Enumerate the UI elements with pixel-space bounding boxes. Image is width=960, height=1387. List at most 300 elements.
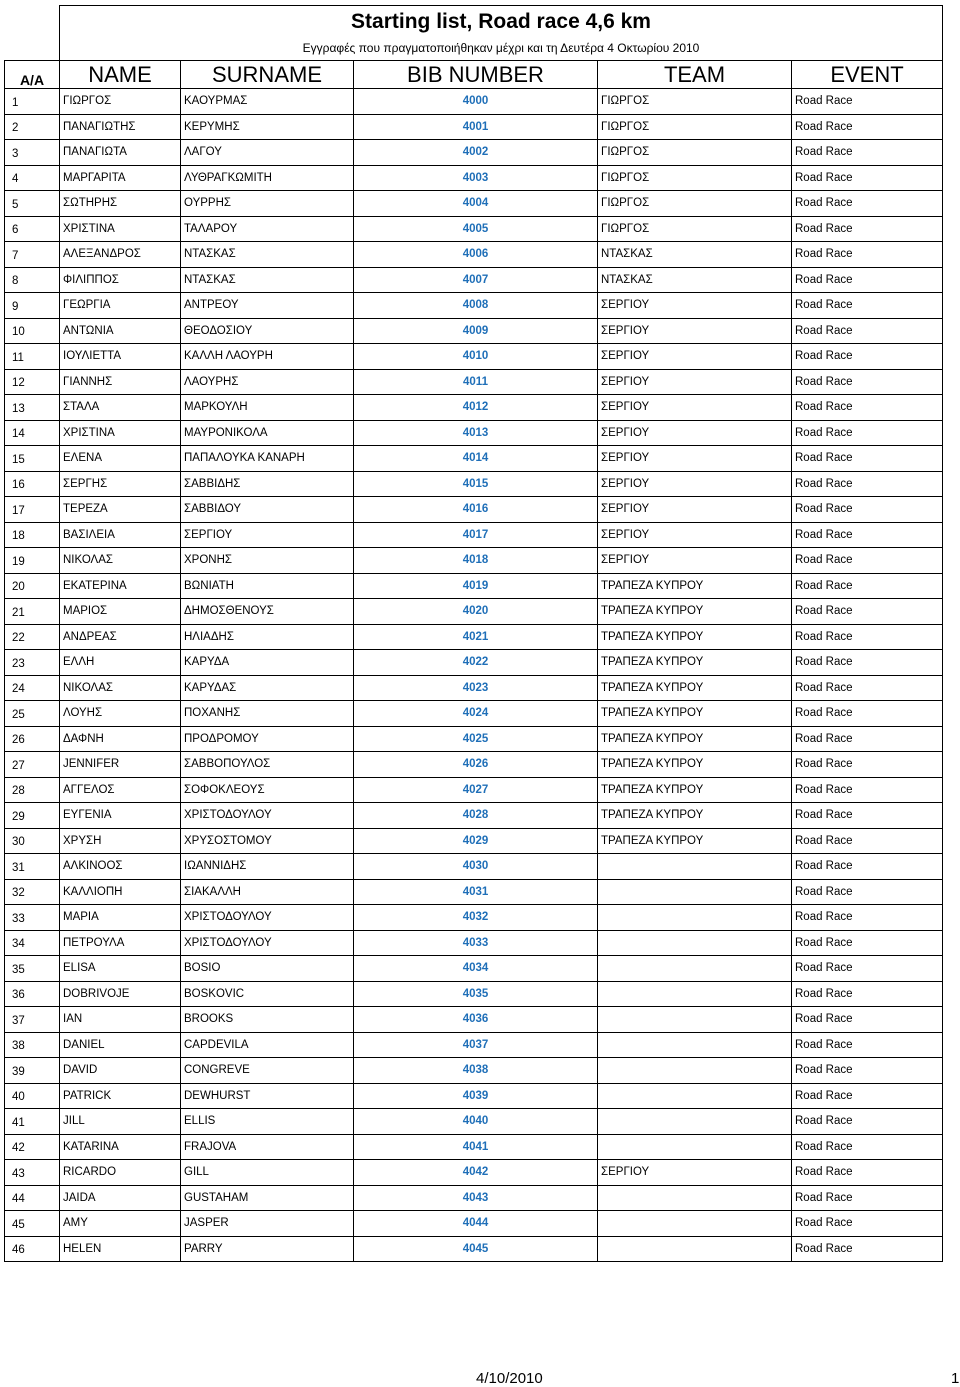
row-surname: BOSIO	[181, 956, 354, 982]
row-team	[598, 1058, 792, 1084]
row-name: ΧΡΥΣΗ	[60, 828, 181, 854]
row-number-label: 33	[12, 912, 25, 925]
row-name: DOBRIVOJE	[60, 981, 181, 1007]
row-number-label: 23	[12, 657, 25, 670]
row-number-label: 28	[12, 785, 25, 798]
row-number	[5, 1083, 60, 1109]
row-name: ΚΑΛΛΙΟΠΗ	[60, 879, 181, 905]
row-surname: ELLIS	[181, 1109, 354, 1135]
row-bib-number: 4042	[354, 1160, 598, 1186]
row-team: ΤΡΑΠΕΖΑ ΚΥΠΡΟΥ	[598, 828, 792, 854]
row-surname: ΝΤΑΣΚΑΣ	[181, 242, 354, 268]
page-subtitle: Εγγραφές που πραγματοποιήθηκαν μέχρι και τη Δευτέρα 4 Οκτωρίου 2010	[60, 36, 943, 61]
row-number	[5, 879, 60, 905]
row-number-label: 34	[12, 938, 25, 951]
row-event: Road Race	[792, 165, 943, 191]
row-number	[5, 752, 60, 778]
row-team: ΓΙΩΡΓΟΣ	[598, 165, 792, 191]
row-name: ΑΓΓΕΛΟΣ	[60, 777, 181, 803]
row-surname: ΣΟΦΟΚΛΕΟΥΣ	[181, 777, 354, 803]
row-event: Road Race	[792, 981, 943, 1007]
row-name: ΓΙΩΡΓΟΣ	[60, 89, 181, 115]
blank-corner	[5, 6, 60, 37]
table-row	[5, 1058, 943, 1084]
row-surname: JASPER	[181, 1211, 354, 1237]
row-number	[5, 981, 60, 1007]
row-event: Road Race	[792, 216, 943, 242]
row-bib-number: 4036	[354, 1007, 598, 1033]
row-name: AMY	[60, 1211, 181, 1237]
row-number-label: 19	[12, 555, 25, 568]
table-row	[5, 854, 943, 880]
table-row	[5, 293, 943, 319]
row-number	[5, 1160, 60, 1186]
row-number	[5, 191, 60, 217]
row-team: ΓΙΩΡΓΟΣ	[598, 140, 792, 166]
row-event: Road Race	[792, 1134, 943, 1160]
row-event: Road Race	[792, 344, 943, 370]
row-team	[598, 956, 792, 982]
row-name: ΒΑΣΙΛΕΙΑ	[60, 522, 181, 548]
table-row	[5, 777, 943, 803]
row-bib-number: 4005	[354, 216, 598, 242]
table-row	[5, 956, 943, 982]
row-surname: ΙΩΑΝΝΙΔΗΣ	[181, 854, 354, 880]
row-surname: ΜΑΥΡΟΝΙΚΟΛΑ	[181, 420, 354, 446]
table-row	[5, 1160, 943, 1186]
table-row	[5, 930, 943, 956]
row-bib-number: 4019	[354, 573, 598, 599]
row-number	[5, 1058, 60, 1084]
row-number-label: 6	[12, 224, 19, 237]
row-number-label: 26	[12, 734, 25, 747]
row-name: ELISA	[60, 956, 181, 982]
row-team: ΤΡΑΠΕΖΑ ΚΥΠΡΟΥ	[598, 675, 792, 701]
table-row	[5, 726, 943, 752]
row-name: KATARINA	[60, 1134, 181, 1160]
row-bib-number: 4017	[354, 522, 598, 548]
row-team	[598, 1083, 792, 1109]
row-surname: BROOKS	[181, 1007, 354, 1033]
row-bib-number: 4023	[354, 675, 598, 701]
row-number-label: 21	[12, 606, 25, 619]
table-row	[5, 1007, 943, 1033]
row-team: ΣΕΡΓΙΟΥ	[598, 420, 792, 446]
row-bib-number: 4007	[354, 267, 598, 293]
row-name: ΑΝΤΩΝΙΑ	[60, 318, 181, 344]
footer-date: 4/10/2010	[476, 1370, 543, 1387]
row-number-label: 2	[12, 122, 19, 135]
row-event: Road Race	[792, 1007, 943, 1033]
row-team	[598, 981, 792, 1007]
row-number	[5, 318, 60, 344]
table-row	[5, 318, 943, 344]
row-number	[5, 293, 60, 319]
table-row	[5, 1032, 943, 1058]
row-name: ΔΑΦΝΗ	[60, 726, 181, 752]
row-bib-number: 4020	[354, 599, 598, 625]
row-number	[5, 1185, 60, 1211]
row-name: ΦΙΛΙΠΠΟΣ	[60, 267, 181, 293]
row-number-label: 24	[12, 683, 25, 696]
row-bib-number: 4037	[354, 1032, 598, 1058]
row-number-label: 15	[12, 453, 25, 466]
row-name: ΕΛΛΗ	[60, 650, 181, 676]
row-number-label: 20	[12, 581, 25, 594]
title-row	[5, 6, 943, 37]
footer-page-number: 1	[951, 1370, 960, 1387]
row-bib-number: 4026	[354, 752, 598, 778]
row-surname: ΛΑΟΥΡΗΣ	[181, 369, 354, 395]
table-row	[5, 471, 943, 497]
row-name: ΣΩΤΗΡΗΣ	[60, 191, 181, 217]
row-surname: ΣΑΒΒΙΔΗΣ	[181, 471, 354, 497]
row-number-label: 4	[12, 173, 19, 186]
row-name: HELEN	[60, 1236, 181, 1262]
row-team	[598, 1236, 792, 1262]
row-team: ΣΕΡΓΙΟΥ	[598, 318, 792, 344]
row-event: Road Race	[792, 803, 943, 829]
row-event: Road Race	[792, 599, 943, 625]
row-team: ΝΤΑΣΚΑΣ	[598, 242, 792, 268]
table-row	[5, 497, 943, 523]
starting-list-sheet	[4, 5, 942, 1262]
table-row	[5, 267, 943, 293]
row-team	[598, 1007, 792, 1033]
row-bib-number: 4043	[354, 1185, 598, 1211]
row-surname: ΚΑΡΥΔΑΣ	[181, 675, 354, 701]
row-number	[5, 548, 60, 574]
table-row	[5, 624, 943, 650]
column-header-surname: SURNAME	[181, 61, 354, 89]
row-surname: ΧΡΙΣΤΟΔΟΥΛΟΥ	[181, 803, 354, 829]
row-surname: ΛΑΓΟΥ	[181, 140, 354, 166]
row-number	[5, 1211, 60, 1237]
row-event: Road Race	[792, 1185, 943, 1211]
row-number	[5, 1236, 60, 1262]
row-bib-number: 4013	[354, 420, 598, 446]
row-team: ΤΡΑΠΕΖΑ ΚΥΠΡΟΥ	[598, 624, 792, 650]
row-surname: GILL	[181, 1160, 354, 1186]
row-event: Road Race	[792, 140, 943, 166]
row-team: ΣΕΡΓΙΟΥ	[598, 369, 792, 395]
row-bib-number: 4006	[354, 242, 598, 268]
row-surname: CONGREVE	[181, 1058, 354, 1084]
row-bib-number: 4016	[354, 497, 598, 523]
row-number-label: 44	[12, 1193, 25, 1206]
row-bib-number: 4045	[354, 1236, 598, 1262]
page-title: Starting list, Road race 4,6 km	[351, 10, 651, 33]
table-body	[5, 6, 943, 1262]
row-event: Road Race	[792, 446, 943, 472]
row-number-label: 40	[12, 1091, 25, 1104]
subtitle-row	[5, 36, 943, 61]
row-bib-number: 4031	[354, 879, 598, 905]
row-number-label: 3	[12, 147, 19, 160]
row-event: Road Race	[792, 89, 943, 115]
table-row	[5, 981, 943, 1007]
title-cell	[60, 6, 943, 37]
row-event: Road Race	[792, 905, 943, 931]
row-bib-number: 4044	[354, 1211, 598, 1237]
row-event: Road Race	[792, 854, 943, 880]
row-surname: ΚΕΡΥΜΗΣ	[181, 114, 354, 140]
row-team: ΣΕΡΓΙΟΥ	[598, 344, 792, 370]
row-bib-number: 4034	[354, 956, 598, 982]
row-bib-number: 4028	[354, 803, 598, 829]
row-event: Road Race	[792, 293, 943, 319]
table-row	[5, 420, 943, 446]
row-number-label: 37	[12, 1014, 25, 1027]
row-event: Road Race	[792, 1211, 943, 1237]
table-row	[5, 165, 943, 191]
row-number	[5, 165, 60, 191]
row-name: ΜΑΡΓΑΡΙΤΑ	[60, 165, 181, 191]
row-team: ΣΕΡΓΙΟΥ	[598, 446, 792, 472]
row-surname: ΠΑΠΑΛΟΥΚΑ ΚΑΝΑΡΗ	[181, 446, 354, 472]
table-row	[5, 1236, 943, 1262]
row-event: Road Race	[792, 548, 943, 574]
table-row	[5, 395, 943, 421]
row-name: ΤΕΡΕΖΑ	[60, 497, 181, 523]
table-row	[5, 905, 943, 931]
row-name: DANIEL	[60, 1032, 181, 1058]
row-surname: ΚΑΟΥΡΜΑΣ	[181, 89, 354, 115]
row-number	[5, 522, 60, 548]
row-team: ΣΕΡΓΙΟΥ	[598, 497, 792, 523]
row-name: JENNIFER	[60, 752, 181, 778]
row-name: ΓΙΑΝΝΗΣ	[60, 369, 181, 395]
row-team	[598, 1109, 792, 1135]
row-number	[5, 140, 60, 166]
row-name: ΧΡΙΣΤΙΝΑ	[60, 216, 181, 242]
row-team: ΣΕΡΓΙΟΥ	[598, 522, 792, 548]
row-bib-number: 4022	[354, 650, 598, 676]
row-name: IAN	[60, 1007, 181, 1033]
table-row	[5, 446, 943, 472]
row-event: Road Race	[792, 956, 943, 982]
column-header-event: EVENT	[792, 61, 943, 89]
column-header-bib-number: BIB NUMBER	[354, 61, 598, 89]
row-event: Road Race	[792, 191, 943, 217]
row-surname: ΣΙΑΚΑΛΛΗ	[181, 879, 354, 905]
row-number-label: 8	[12, 275, 19, 288]
row-event: Road Race	[792, 471, 943, 497]
row-team	[598, 1032, 792, 1058]
row-team: ΓΙΩΡΓΟΣ	[598, 114, 792, 140]
row-number	[5, 1134, 60, 1160]
row-bib-number: 4000	[354, 89, 598, 115]
row-event: Road Race	[792, 369, 943, 395]
row-number-label: 29	[12, 810, 25, 823]
row-number	[5, 599, 60, 625]
row-name: ΜΑΡΙΑ	[60, 905, 181, 931]
row-team: ΤΡΑΠΕΖΑ ΚΥΠΡΟΥ	[598, 803, 792, 829]
row-surname: ΗΛΙΑΔΗΣ	[181, 624, 354, 650]
table-row	[5, 879, 943, 905]
row-bib-number: 4029	[354, 828, 598, 854]
row-number-label: 12	[12, 377, 25, 390]
row-bib-number: 4008	[354, 293, 598, 319]
row-surname: ΧΡΟΝΗΣ	[181, 548, 354, 574]
row-surname: ΔΗΜΟΣΘΕΝΟΥΣ	[181, 599, 354, 625]
row-event: Road Race	[792, 726, 943, 752]
row-number	[5, 1109, 60, 1135]
row-number	[5, 1007, 60, 1033]
row-name: ΑΛΕΞΑΝΔΡΟΣ	[60, 242, 181, 268]
row-event: Road Race	[792, 650, 943, 676]
row-number-label: 32	[12, 887, 25, 900]
row-event: Road Race	[792, 675, 943, 701]
row-bib-number: 4024	[354, 701, 598, 727]
row-number-label: 7	[12, 249, 19, 262]
row-number-label: 30	[12, 836, 25, 849]
row-team	[598, 854, 792, 880]
row-bib-number: 4021	[354, 624, 598, 650]
row-name: RICARDO	[60, 1160, 181, 1186]
table-row	[5, 242, 943, 268]
row-number	[5, 267, 60, 293]
row-surname: FRAJOVA	[181, 1134, 354, 1160]
row-team: ΤΡΑΠΕΖΑ ΚΥΠΡΟΥ	[598, 777, 792, 803]
row-number	[5, 650, 60, 676]
row-team: ΣΕΡΓΙΟΥ	[598, 548, 792, 574]
row-number-label: 35	[12, 963, 25, 976]
column-header-name: NAME	[60, 61, 181, 89]
row-surname: ΤΑΛΑΡΟΥ	[181, 216, 354, 242]
row-bib-number: 4025	[354, 726, 598, 752]
row-event: Road Race	[792, 752, 943, 778]
row-number	[5, 930, 60, 956]
row-name: ΜΑΡΙΟΣ	[60, 599, 181, 625]
row-number	[5, 395, 60, 421]
row-number-label: 39	[12, 1065, 25, 1078]
row-event: Road Race	[792, 114, 943, 140]
column-header-team: TEAM	[598, 61, 792, 89]
row-number-label: 31	[12, 861, 25, 874]
row-event: Road Race	[792, 879, 943, 905]
row-number	[5, 89, 60, 115]
row-event: Road Race	[792, 395, 943, 421]
row-surname: BOSKOVIC	[181, 981, 354, 1007]
row-number-label: 16	[12, 479, 25, 492]
row-name: JILL	[60, 1109, 181, 1135]
row-number-label: 14	[12, 428, 25, 441]
table-row	[5, 599, 943, 625]
row-team: ΣΕΡΓΙΟΥ	[598, 471, 792, 497]
row-number	[5, 216, 60, 242]
row-number	[5, 420, 60, 446]
row-bib-number: 4035	[354, 981, 598, 1007]
row-number	[5, 803, 60, 829]
row-number	[5, 1032, 60, 1058]
row-number	[5, 956, 60, 982]
row-number	[5, 726, 60, 752]
table-row	[5, 344, 943, 370]
row-bib-number: 4003	[354, 165, 598, 191]
row-name: DAVID	[60, 1058, 181, 1084]
row-event: Road Race	[792, 1236, 943, 1262]
table-row	[5, 573, 943, 599]
row-number	[5, 624, 60, 650]
row-name: ΙΟΥΛΙΕΤΤΑ	[60, 344, 181, 370]
row-event: Road Race	[792, 420, 943, 446]
table-row	[5, 140, 943, 166]
row-surname: ΣΑΒΒΙΔΟΥ	[181, 497, 354, 523]
row-number-label: 25	[12, 708, 25, 721]
row-name: ΛΟΥΗΣ	[60, 701, 181, 727]
row-bib-number: 4009	[354, 318, 598, 344]
row-bib-number: 4038	[354, 1058, 598, 1084]
row-team: ΤΡΑΠΕΖΑ ΚΥΠΡΟΥ	[598, 726, 792, 752]
row-event: Road Race	[792, 624, 943, 650]
row-team: ΓΙΩΡΓΟΣ	[598, 191, 792, 217]
row-number-label: 22	[12, 632, 25, 645]
row-number-label: 46	[12, 1244, 25, 1257]
row-bib-number: 4040	[354, 1109, 598, 1135]
row-bib-number: 4033	[354, 930, 598, 956]
table-row	[5, 752, 943, 778]
table-row	[5, 1211, 943, 1237]
row-name: ΠΕΤΡΟΥΛΑ	[60, 930, 181, 956]
row-bib-number: 4027	[354, 777, 598, 803]
row-team	[598, 1211, 792, 1237]
row-event: Road Race	[792, 701, 943, 727]
row-number	[5, 471, 60, 497]
row-event: Road Race	[792, 1083, 943, 1109]
table-row	[5, 1185, 943, 1211]
row-number	[5, 242, 60, 268]
row-surname: GUSTAHAM	[181, 1185, 354, 1211]
row-number-label: 36	[12, 989, 25, 1002]
row-name: ΑΛΚΙΝΟΟΣ	[60, 854, 181, 880]
row-team	[598, 930, 792, 956]
row-surname: ΚΑΡΥΔΑ	[181, 650, 354, 676]
row-number	[5, 701, 60, 727]
row-name: ΧΡΙΣΤΙΝΑ	[60, 420, 181, 446]
row-bib-number: 4011	[354, 369, 598, 395]
row-surname: PARRY	[181, 1236, 354, 1262]
table-row	[5, 1134, 943, 1160]
row-bib-number: 4039	[354, 1083, 598, 1109]
table-row	[5, 369, 943, 395]
row-number-label: 27	[12, 759, 25, 772]
row-bib-number: 4032	[354, 905, 598, 931]
row-number-label: 41	[12, 1116, 25, 1129]
row-number-label: 42	[12, 1142, 25, 1155]
row-number-label: 45	[12, 1218, 25, 1231]
row-name: ΕΥΓΕΝΙΑ	[60, 803, 181, 829]
row-surname: ΚΑΛΛΗ ΛΑΟΥΡΗ	[181, 344, 354, 370]
row-team: ΣΕΡΓΙΟΥ	[598, 293, 792, 319]
row-team: ΓΙΩΡΓΟΣ	[598, 89, 792, 115]
row-team: ΤΡΑΠΕΖΑ ΚΥΠΡΟΥ	[598, 573, 792, 599]
row-bib-number: 4001	[354, 114, 598, 140]
row-team	[598, 1134, 792, 1160]
row-number	[5, 777, 60, 803]
row-team: ΓΙΩΡΓΟΣ	[598, 216, 792, 242]
column-header-aa: A/A	[5, 61, 60, 89]
row-team	[598, 905, 792, 931]
row-surname: ΧΡΥΣΟΣΤΟΜΟΥ	[181, 828, 354, 854]
row-team: ΣΕΡΓΙΟΥ	[598, 395, 792, 421]
row-name: ΠΑΝΑΓΙΩΤΑ	[60, 140, 181, 166]
row-team: ΝΤΑΣΚΑΣ	[598, 267, 792, 293]
row-surname: CAPDEVILA	[181, 1032, 354, 1058]
table-row	[5, 548, 943, 574]
row-bib-number: 4012	[354, 395, 598, 421]
row-surname: ΠΡΟΔΡΟΜΟΥ	[181, 726, 354, 752]
